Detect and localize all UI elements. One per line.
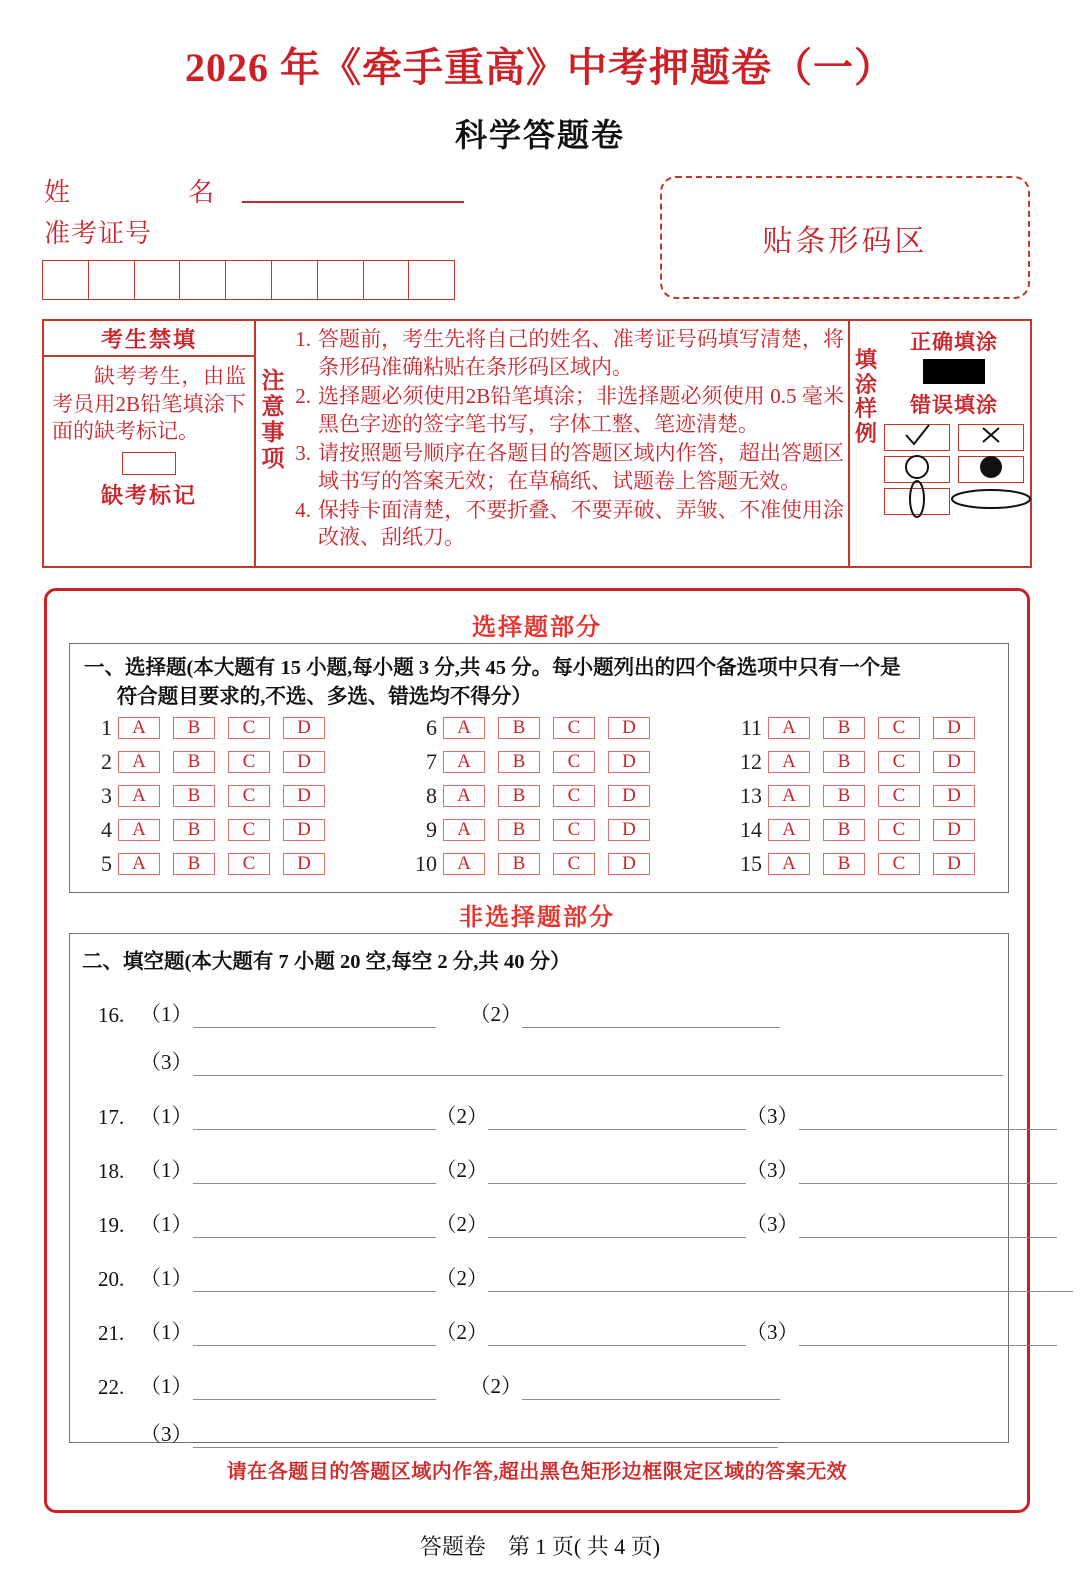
- answer-blank[interactable]: [140, 1316, 436, 1346]
- multiple-choice-instruction: [84, 654, 994, 712]
- blank-writing-line[interactable]: [799, 1129, 1057, 1130]
- blank-label: （1）: [140, 1266, 193, 1290]
- answer-area-warning-note: 请在各题目的答题区域内作答,超出黑色矩形边框限定区域的答案无效: [226, 1461, 848, 1483]
- answer-bubble-c[interactable]: C: [228, 785, 270, 807]
- answer-bubble-d[interactable]: D: [608, 853, 650, 875]
- multiple-choice-box: [69, 643, 1009, 893]
- exam-id-cell[interactable]: [318, 261, 364, 299]
- blank-writing-line[interactable]: [799, 1183, 1057, 1184]
- answer-blank[interactable]: [436, 1316, 747, 1346]
- fill-sample-vertical-char: 填: [854, 347, 877, 372]
- question-row: [82, 1208, 1008, 1238]
- blank-writing-line[interactable]: [193, 1027, 436, 1028]
- blank-writing-line[interactable]: [522, 1399, 780, 1400]
- notes-vertical-label: [258, 326, 288, 566]
- answer-blank[interactable]: [436, 1154, 747, 1184]
- exam-id-cell[interactable]: [135, 261, 181, 299]
- question-row: [82, 998, 1008, 1028]
- answer-blank[interactable]: [470, 1370, 781, 1400]
- absent-mark-box[interactable]: [122, 452, 176, 475]
- exam-id-cell[interactable]: [226, 261, 272, 299]
- fill-sample-vertical-char: 涂: [854, 371, 877, 397]
- answer-bubble-a[interactable]: A: [768, 751, 810, 773]
- answer-bubble-a[interactable]: A: [118, 819, 160, 841]
- answer-bubble-a[interactable]: A: [118, 853, 160, 875]
- blank-label: （2）: [435, 1158, 488, 1182]
- answer-blank[interactable]: [140, 1208, 436, 1238]
- blank-writing-line[interactable]: [193, 1237, 436, 1238]
- multiple-choice-row: [736, 848, 996, 880]
- question-number: 12: [740, 749, 762, 774]
- question-number: 9: [426, 817, 437, 842]
- blank-label: （2）: [435, 1104, 488, 1128]
- blank-label: （3）: [746, 1158, 799, 1182]
- answer-blank[interactable]: [746, 1154, 1057, 1184]
- multiple-choice-column: [86, 712, 411, 882]
- mc-instruction-line-1: 一、选择题(本大题有 15 小题,每小题 3 分,共 45 分。每小题列出的四个备选项中只有一个是: [84, 657, 901, 679]
- answer-blank[interactable]: [140, 998, 436, 1028]
- answer-bubble-b[interactable]: B: [173, 751, 215, 773]
- answer-bubble-c[interactable]: C: [878, 717, 920, 739]
- answer-blank[interactable]: [140, 1100, 436, 1130]
- barcode-area-label: 贴条形码区: [762, 224, 928, 258]
- exam-id-label: 准考证号: [44, 219, 153, 248]
- answer-bubble-c[interactable]: C: [228, 751, 270, 773]
- multiple-choice-row: [411, 848, 736, 880]
- blank-writing-line[interactable]: [193, 1075, 1003, 1076]
- multiple-choice-row: [411, 746, 736, 778]
- fill-sample-vertical-char: 例: [854, 420, 877, 446]
- answer-bubble-c[interactable]: C: [878, 819, 920, 841]
- wrong-fill-example-cell: [958, 456, 1024, 483]
- notes-vertical-char: 注: [261, 368, 285, 393]
- blank-writing-line[interactable]: [193, 1129, 436, 1130]
- question-number: 16.: [98, 1003, 125, 1027]
- question-number: 19.: [98, 1213, 125, 1237]
- answer-blank[interactable]: [746, 1208, 1057, 1238]
- answer-blank[interactable]: [140, 1262, 436, 1292]
- answer-bubble-d[interactable]: D: [283, 785, 325, 807]
- ellipse-vertical-icon: [906, 486, 928, 517]
- blank-writing-line[interactable]: [193, 1291, 436, 1292]
- wrong-fill-example-cell: [958, 424, 1024, 451]
- absent-mark-label: 缺考标记: [100, 483, 197, 509]
- question-number: 14: [740, 817, 762, 842]
- multiple-choice-row: [736, 746, 996, 778]
- note-text: 请按照题号顺序在各题目的答题区域内作答，超出答题区域书写的答案无效；在草稿纸、试题卷上答题无效。: [318, 440, 844, 493]
- multiple-choice-row: [736, 814, 996, 846]
- answer-bubble-d[interactable]: D: [283, 751, 325, 773]
- answer-blank[interactable]: [140, 1418, 778, 1448]
- question-number-spacer: [98, 1051, 140, 1076]
- exam-id-cell[interactable]: [43, 261, 89, 299]
- notes-vertical-char: 项: [261, 445, 285, 471]
- blank-writing-line[interactable]: [488, 1183, 746, 1184]
- answer-blank[interactable]: [140, 1154, 436, 1184]
- mc-instruction-line-2: 符合题目要求的,不选、多选、错选均不得分）: [116, 686, 532, 709]
- answer-bubble-c[interactable]: C: [228, 717, 270, 739]
- note-item: [290, 497, 844, 553]
- blank-label: （1）: [140, 1374, 193, 1398]
- question-row: [82, 1262, 1008, 1292]
- blank-label: （1）: [140, 1104, 193, 1128]
- answer-bubble-b[interactable]: B: [173, 785, 215, 807]
- answer-bubble-d[interactable]: D: [283, 819, 325, 841]
- question-number: 5: [101, 851, 112, 876]
- answer-bubble-b[interactable]: B: [823, 785, 865, 807]
- correct-fill-title: 正确填涂: [910, 330, 998, 354]
- answer-bubble-a[interactable]: A: [443, 819, 485, 841]
- blank-writing-line[interactable]: [522, 1027, 780, 1028]
- note-number: 4.: [295, 497, 311, 522]
- multiple-choice-grid: [86, 712, 996, 882]
- exam-id-cell[interactable]: [409, 261, 455, 299]
- fill-in-blank-box: [69, 933, 1009, 1446]
- fill-in-blank-instruction: 二、填空题(本大题有 7 小题 20 空,每空 2 分,共 40 分）: [82, 951, 571, 973]
- question-row: [82, 1370, 1008, 1400]
- answer-bubble-d[interactable]: D: [933, 819, 975, 841]
- forbidden-fill-block: [44, 321, 256, 566]
- blank-writing-line[interactable]: [193, 1399, 436, 1400]
- check-icon: [900, 423, 934, 452]
- note-text: 保持卡面清楚，不要折叠、不要弄破、弄皱、不准使用涂改液、刮纸刀。: [318, 497, 844, 550]
- note-number: 2.: [295, 383, 311, 408]
- blank-label: （3）: [746, 1104, 799, 1128]
- notes-vertical-char: 意: [261, 393, 285, 419]
- question-number: 20.: [98, 1267, 125, 1291]
- answer-bubble-a[interactable]: A: [443, 717, 485, 739]
- blank-label: （1）: [140, 1212, 193, 1236]
- page-title: 2026 年《牵手重高》中考押题卷（一）: [185, 45, 895, 90]
- forbidden-fill-body: [44, 357, 254, 566]
- multiple-choice-row: [411, 712, 736, 744]
- answer-bubble-c[interactable]: C: [553, 853, 595, 875]
- student-name-label: 姓 名: [44, 178, 237, 207]
- blank-label: （1）: [140, 1002, 193, 1026]
- question-number: 13: [740, 783, 762, 808]
- answer-blank[interactable]: [140, 1046, 1003, 1076]
- blank-writing-line[interactable]: [799, 1345, 1057, 1346]
- ellipse-horizontal-icon: [950, 487, 1032, 516]
- question-number: 15: [740, 851, 762, 876]
- multiple-choice-row: [411, 814, 736, 846]
- question-number: 17.: [98, 1105, 125, 1129]
- answer-bubble-d[interactable]: D: [933, 751, 975, 773]
- notes-list: [288, 326, 844, 566]
- multiple-choice-column: [736, 712, 996, 882]
- blank-label: （3）: [140, 1422, 193, 1446]
- note-text: 答题前，考生先将自己的姓名、准考证号码填写清楚，将条形码准确粘贴在条形码区域内。: [318, 327, 844, 379]
- answer-bubble-c[interactable]: C: [878, 751, 920, 773]
- answer-bubble-d[interactable]: D: [608, 785, 650, 807]
- blank-label: （2）: [435, 1212, 488, 1236]
- answer-bubble-c[interactable]: C: [228, 819, 270, 841]
- answer-bubble-d[interactable]: D: [933, 853, 975, 875]
- answer-bubble-d[interactable]: D: [608, 717, 650, 739]
- section-1-title: 选择题部分: [472, 615, 602, 641]
- answer-blank[interactable]: [436, 1208, 747, 1238]
- answer-bubble-a[interactable]: A: [118, 751, 160, 773]
- correct-fill-example: [923, 359, 985, 384]
- answer-bubble-d[interactable]: D: [608, 751, 650, 773]
- answer-blank[interactable]: [140, 1370, 436, 1400]
- question-number: 7: [426, 749, 437, 774]
- blank-writing-line[interactable]: [193, 1447, 778, 1448]
- answer-bubble-a[interactable]: A: [768, 785, 810, 807]
- question-row: [82, 1046, 1008, 1076]
- answer-bubble-b[interactable]: B: [498, 717, 540, 739]
- multiple-choice-row: [86, 746, 411, 778]
- circle-filled-icon: [978, 454, 1004, 485]
- question-number: 3: [101, 783, 112, 808]
- answer-bubble-a[interactable]: A: [768, 717, 810, 739]
- answer-area-frame: [44, 588, 1030, 1513]
- answer-blank[interactable]: [746, 1316, 1057, 1346]
- question-number: 6: [426, 715, 437, 740]
- answer-blank[interactable]: [470, 998, 781, 1028]
- wrong-fill-example-cell: [884, 424, 950, 451]
- student-name-field[interactable]: [44, 172, 464, 209]
- exam-id-boxes[interactable]: [42, 260, 455, 300]
- exam-id-cell[interactable]: [272, 261, 318, 299]
- multiple-choice-column: [411, 712, 736, 882]
- blank-writing-line[interactable]: [193, 1183, 436, 1184]
- multiple-choice-row: [411, 780, 736, 812]
- question-number: 22.: [98, 1375, 125, 1399]
- answer-bubble-c[interactable]: C: [553, 785, 595, 807]
- answer-bubble-c[interactable]: C: [228, 853, 270, 875]
- answer-bubble-d[interactable]: D: [283, 853, 325, 875]
- notes-vertical-char: 事: [261, 419, 285, 445]
- fill-sample-column: [880, 324, 1028, 563]
- page-subtitle: 科学答题卷: [454, 117, 625, 153]
- multiple-choice-row: [736, 780, 996, 812]
- answer-blank[interactable]: [436, 1262, 1074, 1292]
- fill-in-blank-questions: [82, 998, 1008, 1448]
- blank-writing-line[interactable]: [799, 1237, 1057, 1238]
- answer-bubble-a[interactable]: A: [443, 785, 485, 807]
- multiple-choice-row: [86, 780, 411, 812]
- question-number: 21.: [98, 1321, 125, 1345]
- answer-bubble-d[interactable]: D: [283, 717, 325, 739]
- blank-writing-line[interactable]: [488, 1345, 746, 1346]
- note-item: [290, 383, 844, 439]
- wrong-fill-example-cell: [884, 488, 950, 515]
- question-row: [82, 1316, 1008, 1346]
- answer-bubble-b[interactable]: B: [498, 853, 540, 875]
- question-row: [82, 1100, 1008, 1130]
- section-2-title: 非选择题部分: [459, 905, 615, 931]
- multiple-choice-row: [86, 814, 411, 846]
- blank-writing-line[interactable]: [488, 1291, 1073, 1292]
- question-number-spacer: [98, 1423, 140, 1448]
- blank-writing-line[interactable]: [488, 1129, 746, 1130]
- exam-id-cell[interactable]: [89, 261, 135, 299]
- answer-bubble-a[interactable]: A: [768, 853, 810, 875]
- multiple-choice-row: [86, 712, 411, 744]
- note-number: 1.: [295, 327, 311, 351]
- blank-label: （2）: [435, 1266, 488, 1290]
- answer-bubble-c[interactable]: C: [878, 853, 920, 875]
- answer-bubble-b[interactable]: B: [823, 853, 865, 875]
- answer-bubble-b[interactable]: B: [823, 717, 865, 739]
- note-text: 选择题必须使用2B铅笔填涂；非选择题必须使用 0.5 毫米黑色字迹的签字笔书写，字体工整、笔迹清楚。: [318, 383, 844, 436]
- cross-icon: [980, 425, 1002, 450]
- blank-label: （3）: [746, 1212, 799, 1236]
- student-name-writing-line[interactable]: [242, 201, 464, 203]
- answer-bubble-a[interactable]: A: [768, 819, 810, 841]
- answer-bubble-a[interactable]: A: [118, 717, 160, 739]
- multiple-choice-row: [736, 712, 996, 744]
- answer-bubble-b[interactable]: B: [498, 751, 540, 773]
- answer-bubble-d[interactable]: D: [608, 819, 650, 841]
- question-row: [82, 1154, 1008, 1184]
- notes-block: [256, 321, 850, 566]
- fill-sample-vertical-char: 样: [854, 396, 877, 422]
- answer-blank[interactable]: [746, 1100, 1057, 1130]
- answer-bubble-c[interactable]: C: [878, 785, 920, 807]
- blank-writing-line[interactable]: [193, 1345, 436, 1346]
- answer-bubble-a[interactable]: A: [443, 751, 485, 773]
- answer-bubble-c[interactable]: C: [553, 717, 595, 739]
- question-number: 1: [101, 715, 112, 740]
- note-number: 3.: [295, 440, 311, 465]
- wrong-fill-title: 错误填涂: [910, 393, 998, 417]
- fill-sample-block: [850, 321, 1030, 566]
- barcode-paste-area[interactable]: [660, 176, 1030, 299]
- wrong-fill-example-cell: [958, 488, 1024, 515]
- note-item: [290, 326, 844, 382]
- question-number: 8: [426, 783, 437, 808]
- answer-bubble-c[interactable]: C: [553, 819, 595, 841]
- answer-bubble-a[interactable]: A: [118, 785, 160, 807]
- page-footer: 答题卷 第 1 页( 共 4 页): [419, 1534, 661, 1559]
- answer-bubble-b[interactable]: B: [498, 785, 540, 807]
- forbidden-fill-text: 缺考考生，由监考员用2B铅笔填涂下面的缺考标记。: [52, 364, 246, 444]
- blank-label: （1）: [140, 1320, 193, 1344]
- fill-sample-vertical-label: [852, 324, 880, 563]
- blank-label: （2）: [469, 1002, 522, 1026]
- exam-id-cell[interactable]: [180, 261, 226, 299]
- answer-bubble-d[interactable]: D: [933, 785, 975, 807]
- answer-bubble-b[interactable]: B: [173, 853, 215, 875]
- blank-label: （2）: [435, 1320, 488, 1344]
- blank-label: （3）: [140, 1050, 193, 1074]
- blank-writing-line[interactable]: [488, 1237, 746, 1238]
- question-number: 2: [101, 749, 112, 774]
- question-number: 11: [740, 715, 762, 740]
- question-number: 10: [415, 851, 437, 876]
- note-item: [290, 440, 844, 496]
- answer-blank[interactable]: [436, 1100, 747, 1130]
- answer-bubble-d[interactable]: D: [933, 717, 975, 739]
- answer-bubble-b[interactable]: B: [823, 819, 865, 841]
- blank-label: （1）: [140, 1158, 193, 1182]
- blank-label: （2）: [469, 1374, 522, 1398]
- instruction-band: [42, 319, 1032, 568]
- answer-bubble-c[interactable]: C: [553, 751, 595, 773]
- multiple-choice-row: [86, 848, 411, 880]
- blank-label: （3）: [746, 1320, 799, 1344]
- question-number: 18.: [98, 1159, 125, 1183]
- question-row: [82, 1418, 1008, 1448]
- answer-bubble-b[interactable]: B: [173, 819, 215, 841]
- forbidden-fill-heading: 考生禁填: [44, 321, 254, 357]
- answer-bubble-b[interactable]: B: [173, 717, 215, 739]
- wrong-fill-examples: [884, 424, 1024, 515]
- answer-bubble-b[interactable]: B: [498, 819, 540, 841]
- answer-bubble-a[interactable]: A: [443, 853, 485, 875]
- exam-id-cell[interactable]: [364, 261, 410, 299]
- question-number: 4: [101, 817, 112, 842]
- answer-bubble-b[interactable]: B: [823, 751, 865, 773]
